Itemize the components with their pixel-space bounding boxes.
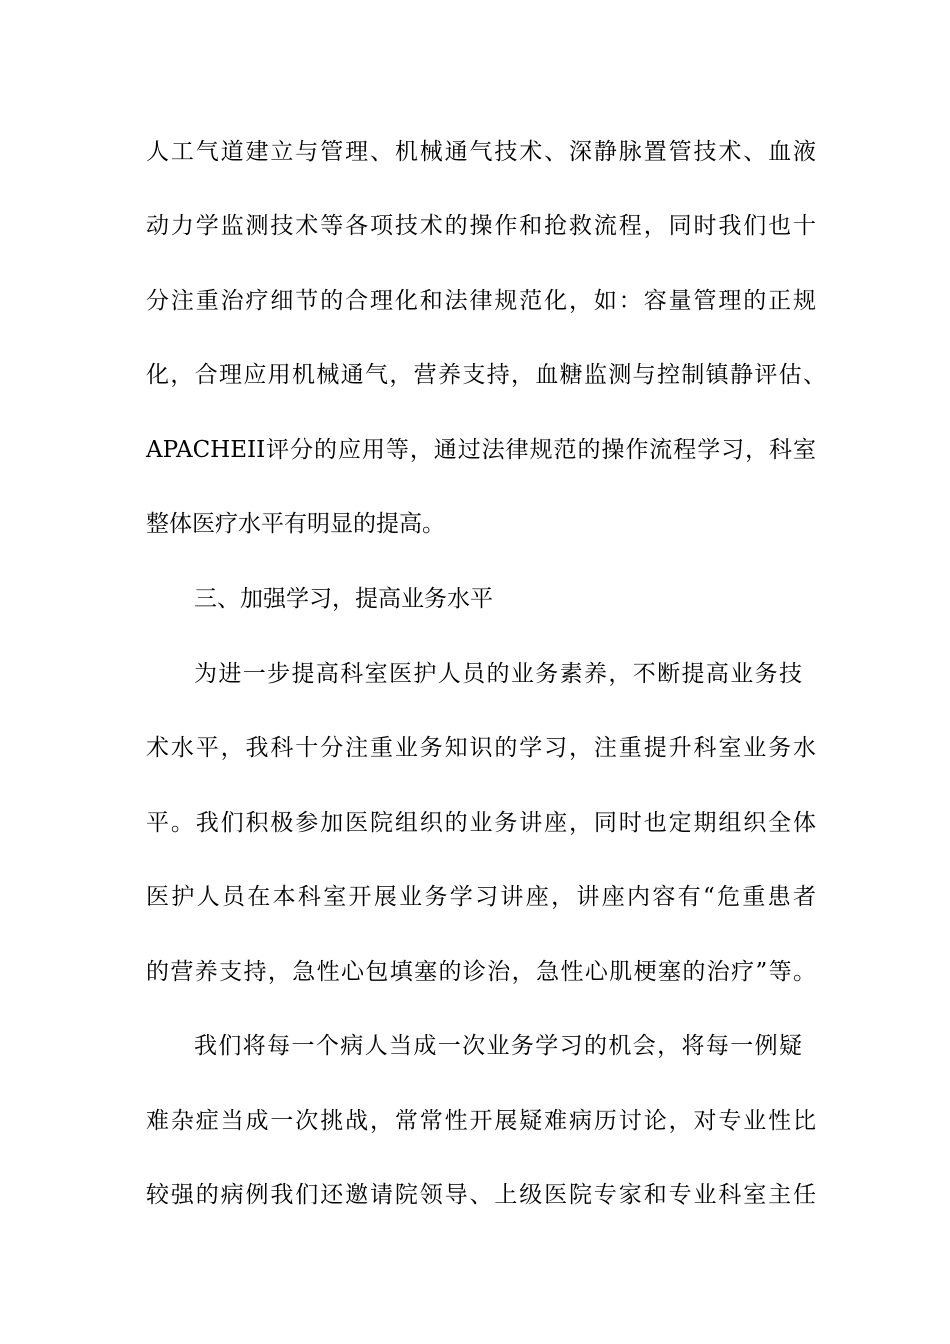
paragraph-line: 人工气道建立与管理、机械通气技术、深静脉置管技术、血液 xyxy=(146,139,816,165)
paragraph-line: 化，合理应用机械通气，营养支持，血糖监测与控制镇静评估、 xyxy=(146,362,826,388)
paragraph-line: 平。我们积极参加医院组织的业务讲座，同时也定期组织全体 xyxy=(146,810,816,836)
paragraph-line: 分注重治疗细节的合理化和法律规范化，如：容量管理的正规 xyxy=(146,288,816,314)
paragraph-line: 整体医疗水平有明显的提高。 xyxy=(146,511,445,537)
section-heading: 三、加强学习，提高业务水平 xyxy=(194,586,493,612)
paragraph-line: 难杂症当成一次挑战，常常性开展疑难病历讨论，对专业性比 xyxy=(146,1108,816,1134)
paragraph-line: APACHEII评分的应用等，通过法律规范的操作流程学习，科室 xyxy=(146,437,816,463)
paragraph-line: 医护人员在本科室开展业务学习讲座，讲座内容有“危重患者 xyxy=(146,884,816,910)
paragraph-line: 术水平，我科十分注重业务知识的学习，注重提升科室业务水 xyxy=(146,735,816,761)
paragraph-line: 的营养支持，急性心包填塞的诊治，急性心肌梗塞的治疗”等。 xyxy=(146,959,816,985)
paragraph-line: 为进一步提高科室医护人员的业务素养，不断提高业务技 xyxy=(194,661,802,687)
paragraph-line: 我们将每一个病人当成一次业务学习的机会，将每一例疑 xyxy=(194,1033,802,1059)
paragraph-line: 较强的病例我们还邀请院领导、上级医院专家和专业科室主任 xyxy=(146,1182,816,1208)
paragraph-line: 动力学监测技术等各项技术的操作和抢救流程，同时我们也十 xyxy=(146,213,816,239)
